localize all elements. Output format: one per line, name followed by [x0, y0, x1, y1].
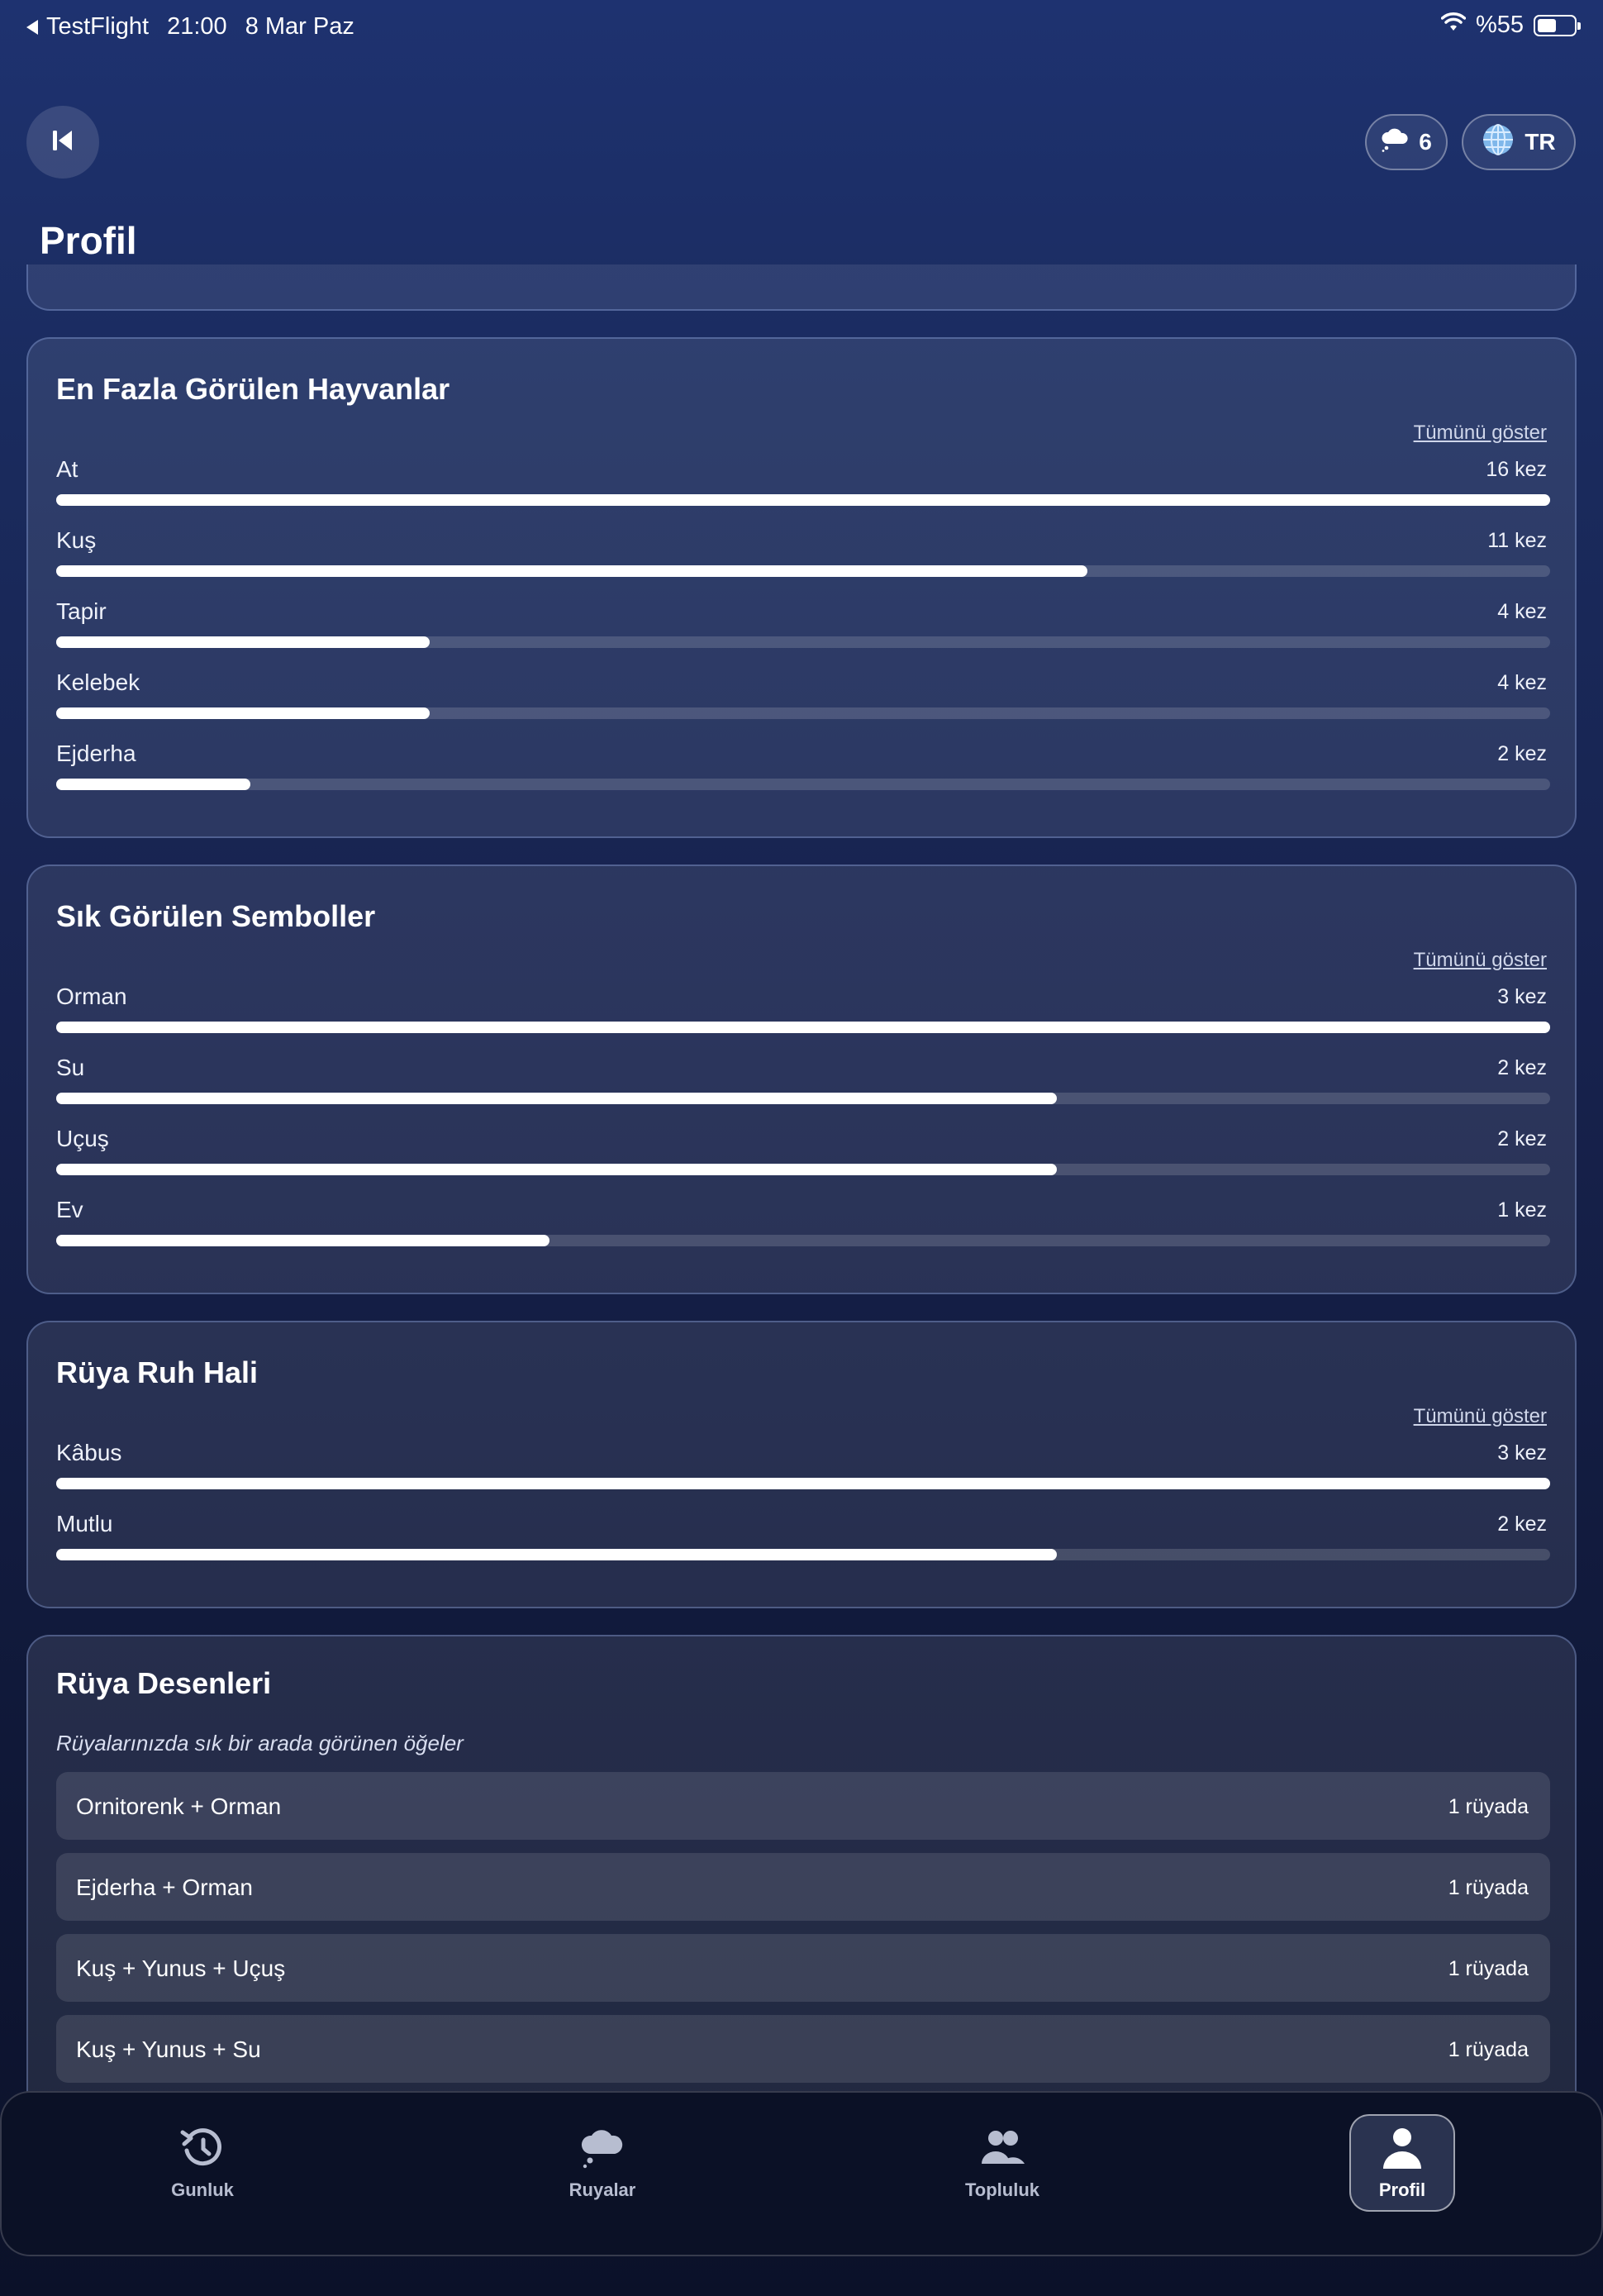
tab-bar [0, 2091, 1603, 2256]
moods-card [26, 1321, 1577, 1608]
status-date: 8 Mar Paz [245, 13, 354, 40]
tab-topluluk[interactable] [949, 2114, 1055, 2212]
stat-bar-track [56, 494, 1550, 506]
stat-bar-track [56, 1022, 1550, 1033]
stat-bar-fill [56, 565, 1087, 577]
animals-title: En Fazla Görülen Hayvanlar [56, 372, 450, 406]
tab-label: Profil [1378, 2179, 1426, 2200]
previous-card-edge [26, 264, 1577, 311]
pattern-row[interactable] [56, 2015, 1550, 2083]
stat-label: Uçuş [56, 1126, 109, 1151]
patterns-subtitle: Rüyalarınızda sık bir arada görünen öğeler [56, 1731, 464, 1755]
globe-icon [1482, 123, 1515, 162]
stat-label: Orman [56, 984, 127, 1009]
back-triangle-icon [26, 20, 38, 35]
stat-label: Kuş [56, 527, 97, 553]
stat-label: At [56, 456, 78, 482]
stat-count: 1 kez [1497, 1198, 1547, 1222]
cloud-icon [578, 2126, 626, 2175]
patterns-title: Rüya Desenleri [56, 1666, 272, 1700]
people-icon [978, 2126, 1026, 2175]
stat-label: Tapir [56, 598, 107, 624]
stat-bar-track [56, 1478, 1550, 1489]
pattern-label: Kuş + Yunus + Uçuş [76, 1955, 286, 1981]
pattern-row[interactable] [56, 1772, 1550, 1840]
status-bar [0, 0, 1603, 53]
stat-bar-fill [56, 494, 1550, 506]
stat-bar-track [56, 1235, 1550, 1246]
tab-label: Ruyalar [568, 2179, 636, 2200]
stat-count: 2 kez [1497, 1127, 1547, 1150]
moods-title: Rüya Ruh Hali [56, 1355, 259, 1389]
stat-label: Mutlu [56, 1511, 113, 1536]
page-title: Profil [40, 219, 137, 262]
tab-profil[interactable] [1349, 2114, 1455, 2212]
tab-label: Gunluk [171, 2179, 234, 2200]
person-icon [1378, 2126, 1426, 2175]
tab-gunluk[interactable] [150, 2114, 255, 2212]
pattern-count: 1 rüyada [1448, 1876, 1529, 1899]
stat-bar-fill [56, 779, 250, 790]
pattern-label: Ornitorenk + Orman [76, 1793, 282, 1819]
battery-percent: %55 [1475, 12, 1524, 38]
pattern-row[interactable] [56, 1853, 1550, 1921]
animals-card [26, 337, 1577, 838]
symbols-show-all-link[interactable]: Tümünü göster [1413, 949, 1547, 971]
stat-bar-track [56, 779, 1550, 790]
stat-count: 2 kez [1497, 742, 1547, 765]
symbols-title: Sık Görülen Semboller [56, 899, 376, 933]
stat-bar-fill [56, 1093, 1057, 1104]
pattern-label: Ejderha + Orman [76, 1874, 253, 1900]
stat-count: 3 kez [1497, 985, 1547, 1008]
skip-back-icon [51, 128, 74, 157]
pattern-count: 1 rüyada [1448, 1795, 1529, 1818]
stat-count: 2 kez [1497, 1512, 1547, 1536]
language-button[interactable] [1462, 114, 1576, 170]
pattern-row[interactable] [56, 1934, 1550, 2002]
stat-bar-track [56, 636, 1550, 648]
stat-bar-track [56, 565, 1550, 577]
status-time: 21:00 [167, 13, 227, 40]
dream-count-badge[interactable] [1365, 114, 1448, 170]
language-label: TR [1525, 129, 1556, 155]
stat-bar-track [56, 1164, 1550, 1175]
stat-label: Su [56, 1055, 85, 1080]
back-app-label: TestFlight [46, 13, 150, 40]
stat-label: Ejderha [56, 741, 136, 766]
wifi-icon [1441, 12, 1466, 39]
symbols-card [26, 865, 1577, 1294]
stat-bar-fill [56, 1549, 1057, 1560]
stat-bar-fill [56, 1022, 1550, 1033]
stat-bar-track [56, 1549, 1550, 1560]
stat-count: 4 kez [1497, 671, 1547, 694]
stat-bar-fill [56, 1235, 549, 1246]
stat-count: 16 kez [1486, 458, 1547, 481]
cloud-icon [1381, 127, 1409, 158]
stat-bar-fill [56, 1478, 1550, 1489]
stat-count: 2 kez [1497, 1056, 1547, 1079]
stat-bar-fill [56, 636, 430, 648]
back-to-app-link[interactable] [26, 13, 149, 40]
stat-label: Ev [56, 1197, 83, 1222]
stat-bar-track [56, 707, 1550, 719]
moods-show-all-link[interactable]: Tümünü göster [1413, 1405, 1547, 1427]
stat-count: 3 kez [1497, 1441, 1547, 1465]
stat-bar-fill [56, 707, 430, 719]
pattern-count: 1 rüyada [1448, 1957, 1529, 1980]
back-button[interactable] [26, 106, 99, 179]
pattern-label: Kuş + Yunus + Su [76, 2036, 261, 2062]
pattern-count: 1 rüyada [1448, 2038, 1529, 2061]
stat-count: 11 kez [1487, 529, 1547, 552]
stat-label: Kelebek [56, 669, 140, 695]
stat-bar-fill [56, 1164, 1057, 1175]
history-icon [178, 2126, 226, 2175]
tab-ruyalar[interactable] [549, 2114, 655, 2212]
stat-bar-track [56, 1093, 1550, 1104]
patterns-card [26, 1635, 1577, 2147]
animals-show-all-link[interactable]: Tümünü göster [1413, 422, 1547, 444]
tab-label: Topluluk [964, 2179, 1040, 2200]
dream-count: 6 [1419, 129, 1432, 155]
battery-icon [1534, 15, 1577, 36]
stat-count: 4 kez [1497, 600, 1547, 623]
stat-label: Kâbus [56, 1440, 122, 1465]
